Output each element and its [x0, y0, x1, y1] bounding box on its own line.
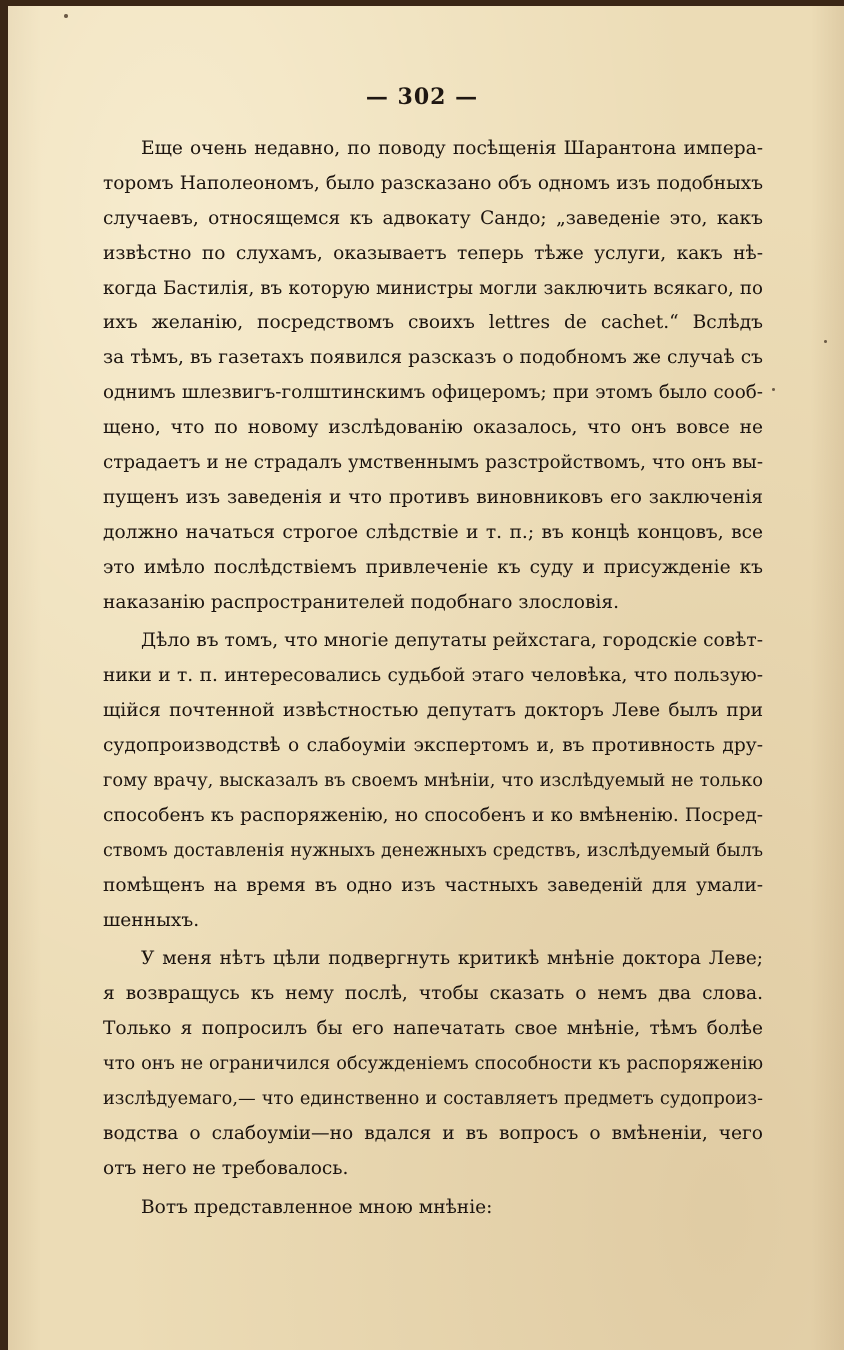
paper-speck: [772, 388, 775, 391]
text-line: однимъ шлезвигъ-голштинскимъ офицеромъ; при этомъ было сооб-: [103, 382, 763, 404]
page-number: — 302 —: [365, 84, 479, 110]
body-text: [103, 132, 763, 1230]
text-line: Еще очень недавно, по поводу посѣщенія Шарантона импера-: [141, 138, 763, 159]
text-line: отъ него не требовалось.: [103, 1157, 349, 1179]
text-line: когда Бастилія, въ которую министры могли заключить всякаго, по: [103, 277, 763, 299]
text-line: щійся почтенной извѣстностью депутатъ докторъ Леве былъ при: [103, 700, 763, 722]
paragraph-2: [103, 624, 763, 938]
text-line: за тѣмъ, въ газетахъ появился разсказъ о подобномъ же случаѣ съ: [103, 347, 763, 369]
text-line: помѣщенъ на время въ одно изъ частныхъ заведеній для умали-: [103, 874, 763, 896]
text-line: судопроизводствѣ о слабоуміи экспертомъ и, въ противность дру-: [103, 735, 763, 757]
text-line: щено, что по новому изслѣдованію оказалось, что онъ вовсе не: [103, 417, 763, 439]
text-line: гому врачу, высказалъ въ своемъ мнѣніи, что изслѣдуемый не только: [103, 770, 763, 792]
text-line: торомъ Наполеономъ, было разсказано объ одномъ изъ подобныхъ: [103, 172, 763, 194]
text-line: должно начаться строгое слѣдствіе и т. п.; въ концѣ концовъ, все: [103, 521, 763, 543]
paragraph-3: [103, 942, 763, 1186]
text-line: Дѣло въ томъ, что многіе депутаты рейхстага, городскіе совѣт-: [141, 630, 763, 652]
text-line: ники и т. п. интересовались судьбой этаго человѣка, что пользую-: [103, 665, 763, 687]
text-line: водства о слабоуміи—но вдался и въ вопросъ о вмѣненіи, чего: [103, 1122, 763, 1144]
text-line: шенныхъ.: [103, 909, 200, 931]
text-line: ствомъ доставленія нужныхъ денежныхъ средствъ, изслѣдуемый былъ: [103, 840, 763, 861]
text-line: способенъ къ распоряженію, но способенъ и ко вмѣненію. Посред-: [103, 804, 763, 826]
text-line: У меня нѣтъ цѣли подвергнуть критикѣ мнѣніе доктора Леве;: [141, 948, 763, 970]
text-line: изслѣдуемаго,— что единственно и составляетъ предметъ судопроиз-: [103, 1089, 763, 1110]
text-line: наказанію распространителей подобнаго злословія.: [103, 591, 619, 613]
paper-speck: [64, 14, 68, 18]
text-line: это имѣло послѣдствіемъ привлеченіе къ суду и присужденіе къ: [103, 556, 763, 578]
text-line: что онъ не ограничился обсужденіемъ способности къ распоряженію: [103, 1054, 763, 1075]
paragraph-1: [103, 132, 763, 620]
paper-speck: [824, 340, 827, 343]
paragraph-4: [103, 1191, 763, 1226]
text-line: пущенъ изъ заведенія и что противъ виновниковъ его заключенія: [103, 486, 763, 508]
text-line: Только я попросилъ бы его напечатать свое мнѣніе, тѣмъ болѣе: [103, 1018, 763, 1040]
text-line: извѣстно по слухамъ, оказываетъ теперь тѣже услуги, какъ нѣ-: [103, 242, 763, 264]
text-line: случаевъ, относящемся къ адвокату Сандо; „заведеніе это, какъ: [103, 207, 763, 229]
text-line: я возвращусь къ нему послѣ, чтобы сказать о немъ два слова.: [103, 983, 763, 1005]
text-line: ихъ желанію, посредствомъ своихъ lettres de cachet.“ Вслѣдъ: [103, 312, 763, 334]
text-line: Вотъ представленное мною мнѣніе:: [141, 1196, 493, 1218]
text-line: страдаетъ и не страдалъ умственнымъ разстройствомъ, что онъ вы-: [103, 452, 763, 474]
